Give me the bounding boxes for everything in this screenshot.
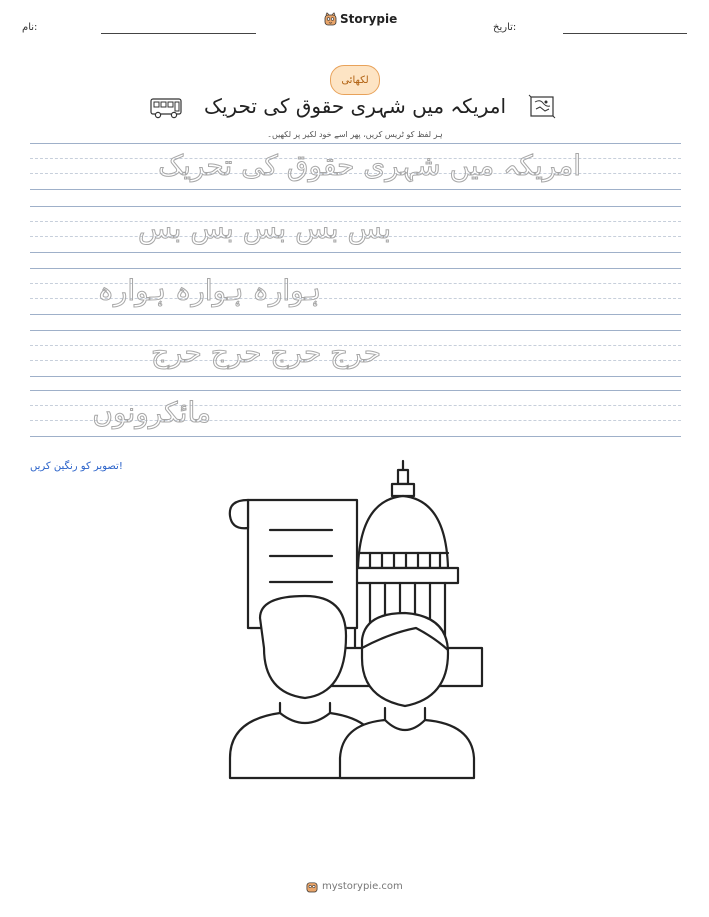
brand-name: Storypie bbox=[340, 12, 398, 26]
trace-row[interactable] bbox=[30, 330, 681, 378]
trace-row[interactable] bbox=[30, 206, 681, 254]
name-label: نام: bbox=[22, 22, 38, 33]
row-base-line bbox=[30, 189, 681, 190]
date-label: تاریخ: bbox=[493, 22, 517, 33]
civil-rights-illustration bbox=[220, 458, 490, 783]
trace-text: ہوارہ ہوارہ ہوارہ bbox=[97, 274, 321, 307]
bus-icon bbox=[150, 97, 182, 119]
writing-badge: لکھائی bbox=[330, 65, 380, 95]
name-line[interactable] bbox=[101, 33, 256, 34]
footer bbox=[306, 880, 403, 893]
date-line[interactable] bbox=[563, 33, 687, 34]
mascot-icon bbox=[324, 12, 337, 26]
trace-row[interactable] bbox=[30, 143, 681, 191]
trace-row[interactable] bbox=[30, 268, 681, 316]
trace-row[interactable] bbox=[30, 390, 681, 438]
row-base-line bbox=[30, 314, 681, 315]
row-base-line bbox=[30, 436, 681, 437]
row-base-line bbox=[30, 376, 681, 377]
row-base-line bbox=[30, 252, 681, 253]
row-top-line bbox=[30, 143, 681, 144]
trace-text: بس بس بس بس بس bbox=[137, 212, 391, 245]
row-top-line bbox=[30, 206, 681, 207]
map-icon bbox=[528, 94, 556, 120]
trace-text: امریکہ میں شہری حقوق کی تحریک bbox=[158, 149, 581, 182]
page-title: امریکہ میں شہری حقوق کی تحریک bbox=[203, 94, 507, 118]
row-top-line bbox=[30, 330, 681, 331]
row-top-line bbox=[30, 268, 681, 269]
row-top-line bbox=[30, 390, 681, 391]
footer-url[interactable]: mystorypie.com bbox=[322, 881, 403, 892]
storypie-logo bbox=[324, 12, 397, 26]
color-instruction: تصویر کو رنگین کریں! bbox=[30, 461, 123, 472]
instructions: ہر لفظ کو ٹریس کریں، پھر اسے خود لکیر پر لکھیں۔ bbox=[267, 130, 443, 139]
trace-text: حرج حرج حرج حرج bbox=[150, 336, 381, 369]
mascot-icon bbox=[306, 880, 318, 893]
trace-text: مائکرونوں bbox=[92, 396, 211, 429]
